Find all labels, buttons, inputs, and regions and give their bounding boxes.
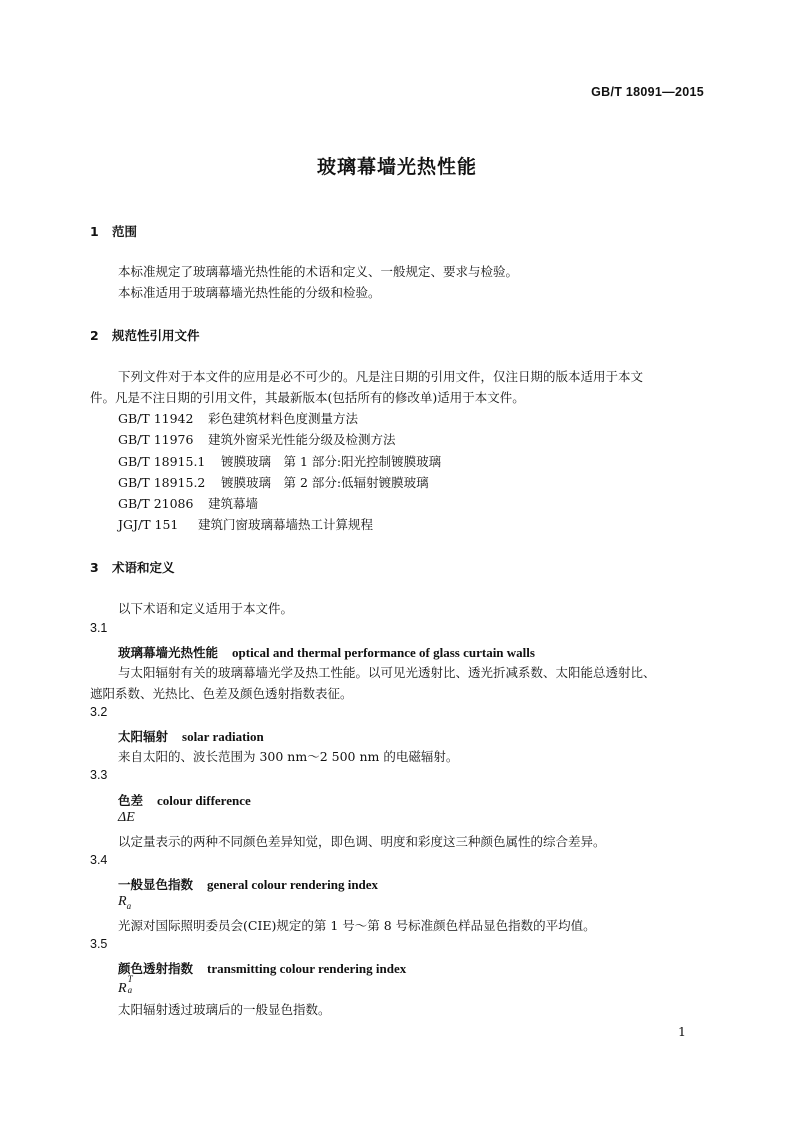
section-2-heading — [90, 326, 200, 344]
reference-code: GB/T 18915.1 — [118, 454, 206, 469]
term-number: 3.2 — [90, 705, 108, 719]
section-1-heading — [90, 222, 137, 240]
term-chinese: 颜色透射指数 — [118, 961, 194, 976]
term-chinese: 色差 — [118, 793, 144, 808]
term-definition: 太阳辐射透过玻璃后的一般显色指数。 — [118, 1002, 331, 1017]
reference-item — [118, 515, 373, 533]
symbol-base: R — [118, 981, 127, 996]
section-3-heading — [90, 558, 175, 576]
paragraph: 本标准适用于玻璃幕墙光热性能的分级和检验。 — [118, 285, 381, 300]
term-english: transmitting colour rendering index — [207, 961, 407, 976]
section-title: 范围 — [112, 224, 138, 239]
reference-title: 镀膜玻璃 第 2 部分:低辐射镀膜玻璃 — [221, 475, 429, 490]
paragraph: 下列文件对于本文件的应用是必不可少的。凡是注日期的引用文件，仅注日期的版本适用于本文 — [118, 369, 644, 384]
term-english: solar radiation — [182, 729, 264, 744]
reference-code: GB/T 18915.2 — [118, 475, 206, 490]
reference-title: 建筑门窗玻璃幕墙热工计算规程 — [198, 517, 374, 532]
term-number: 3.3 — [90, 768, 108, 782]
symbol-subscript: a — [126, 900, 132, 911]
term-english: general colour rendering index — [207, 877, 379, 892]
term-number: 3.4 — [90, 853, 108, 867]
symbol-scripts — [127, 974, 135, 995]
term-definition: 来自太阳的、波长范围为 300 nm～2 500 nm 的电磁辐射。 — [118, 749, 459, 764]
reference-title: 彩色建筑材料色度测量方法 — [208, 411, 359, 426]
standard-code: GB/T 18091—2015 — [591, 85, 704, 99]
term-symbol — [118, 894, 131, 911]
paragraph: 件。凡是不注日期的引用文件，其最新版本(包括所有的修改单)适用于本文件。 — [90, 390, 525, 405]
reference-title: 镀膜玻璃 第 1 部分:阳光控制镀膜玻璃 — [221, 454, 442, 469]
term-english: colour difference — [157, 793, 251, 808]
paragraph: 本标准规定了玻璃幕墙光热性能的术语和定义、一般规定、要求与检验。 — [118, 264, 519, 279]
section-title: 术语和定义 — [112, 560, 175, 575]
term-definition: 与太阳辐射有关的玻璃幕墙光学及热工性能。以可见光透射比、透光折减系数、太阳能总透射比、 — [118, 665, 656, 680]
term-chinese: 玻璃幕墙光热性能 — [118, 645, 219, 660]
term-number: 3.1 — [90, 621, 108, 635]
document-title: 玻璃幕墙光热性能 — [316, 156, 477, 178]
reference-title: 建筑幕墙 — [208, 496, 259, 511]
symbol-superscript: T — [127, 974, 133, 984]
term-definition: 遮阳系数、光热比、色差及颜色透射指数表征。 — [90, 686, 353, 701]
term-symbol — [118, 974, 135, 997]
term-english: optical and thermal performance of glass curtain walls — [232, 645, 535, 660]
section-number: 1 — [90, 224, 99, 239]
reference-code: GB/T 11942 — [118, 411, 194, 426]
term-heading — [118, 958, 406, 977]
reference-code: JGJ/T 151 — [118, 517, 179, 532]
term-heading — [118, 790, 251, 809]
term-chinese: 太阳辐射 — [118, 729, 169, 744]
term-chinese: 一般显色指数 — [118, 877, 194, 892]
symbol-base: R — [118, 894, 127, 909]
term-definition: 以定量表示的两种不同颜色差异知觉，即色调、明度和彩度这三种颜色属性的综合差异。 — [118, 834, 606, 849]
reference-code: GB/T 11976 — [118, 432, 194, 447]
paragraph: 以下术语和定义适用于本文件。 — [118, 601, 294, 616]
term-heading — [118, 726, 264, 745]
reference-item — [118, 409, 358, 427]
reference-item — [118, 430, 396, 448]
term-heading — [118, 874, 378, 893]
term-definition: 光源对国际照明委员会(CIE)规定的第 1 号～第 8 号标准颜色样品显色指数的平均值。 — [118, 918, 596, 933]
reference-item — [118, 494, 258, 512]
term-number: 3.5 — [90, 937, 108, 951]
reference-code: GB/T 21086 — [118, 496, 194, 511]
page-number: 1 — [678, 1024, 686, 1039]
section-number: 3 — [90, 560, 99, 575]
reference-item — [118, 452, 441, 470]
symbol-subscript: a — [127, 985, 133, 995]
term-symbol: ΔE — [118, 810, 135, 825]
reference-title: 建筑外窗采光性能分级及检测方法 — [208, 432, 396, 447]
reference-item — [118, 473, 429, 491]
section-title: 规范性引用文件 — [112, 328, 200, 343]
term-heading — [118, 642, 535, 661]
section-number: 2 — [90, 328, 99, 343]
